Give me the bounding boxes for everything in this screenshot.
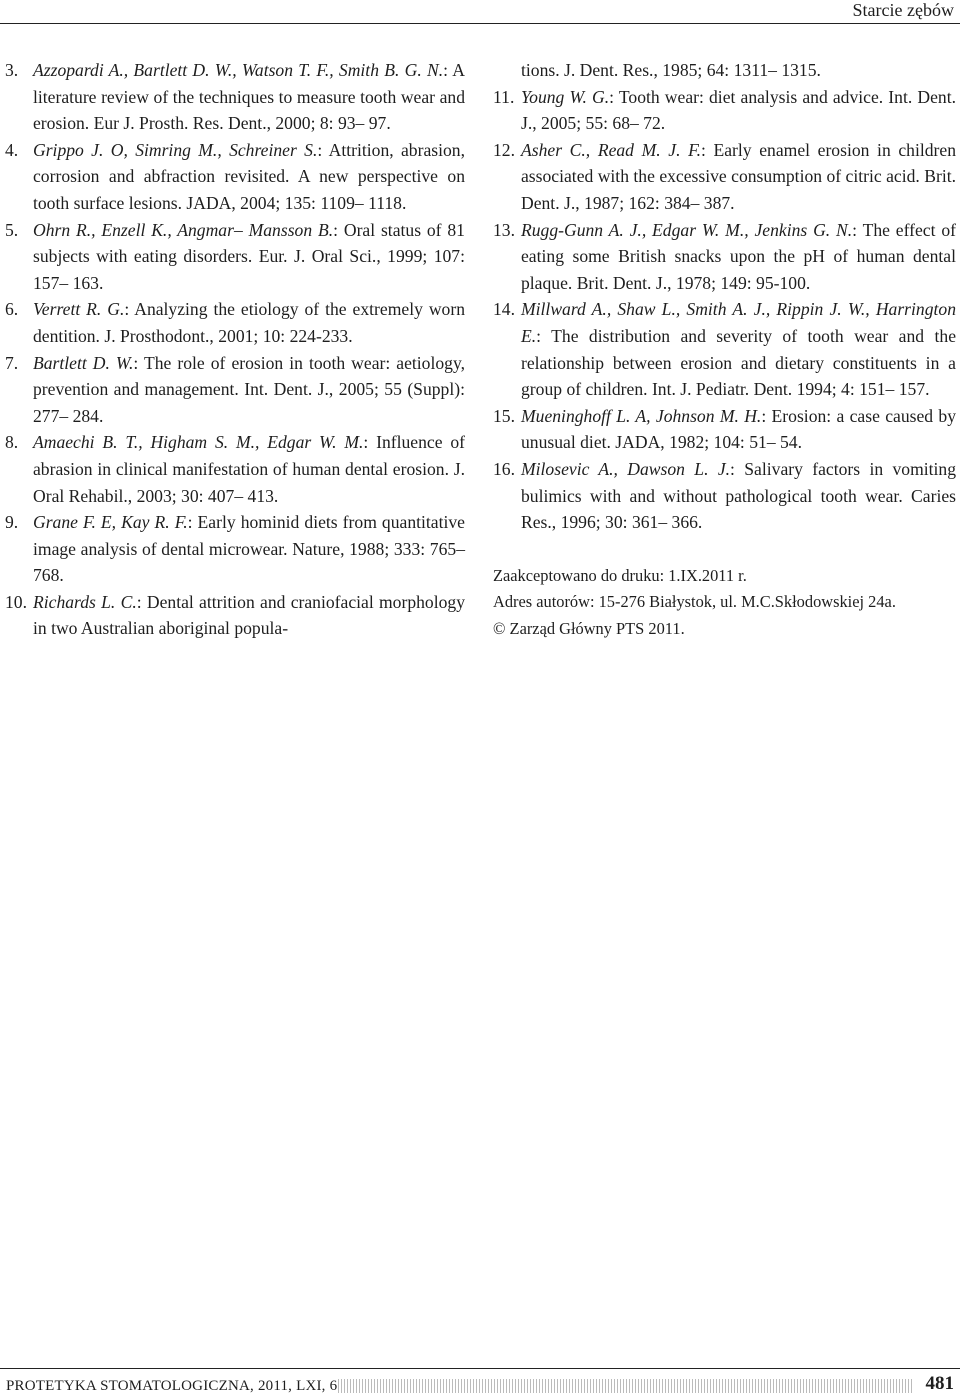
reference-number: 11. [493, 86, 515, 107]
reference-item [5, 217, 465, 297]
reference-number: 3. [5, 60, 19, 80]
publication-notes [493, 563, 956, 643]
reference-authors: Milosevic A., Dawson L. J. [521, 458, 731, 479]
reference-text: : The effect of eating some British snacks upon the pH of human dental plaque. Brit. Dent. J., 1978; 149: 95-100. [521, 219, 956, 293]
reference-number: 12. [493, 139, 515, 160]
reference-item [5, 589, 465, 642]
reference-item [493, 137, 956, 217]
reference-number: 4. [5, 139, 19, 160]
page-number: 481 [925, 1373, 954, 1394]
page-footer [0, 1368, 960, 1396]
header-rule [0, 23, 960, 24]
reference-text: : Dental attrition and craniofacial morphology in two Australian aboriginal popula- [33, 591, 465, 639]
footer-pattern [338, 1379, 914, 1393]
reference-text: : Attrition, abrasion, corrosion and abfraction revisited. A new perspective on tooth surface lesions. JADA, 2004; 135: 1109– 1118. [33, 139, 465, 213]
reference-authors: Amaechi B. T., Higham S. M., Edgar W. M. [33, 432, 364, 453]
accepted-date: Zaakceptowano do druku: 1.IX.2011 r. [493, 565, 747, 585]
reference-authors: Verrett R. G. [33, 299, 125, 320]
reference-text: : Tooth wear: diet analysis and advice. Int. Dent. J., 2005; 55: 68– 72. [521, 86, 956, 134]
reference-authors: Millward A., Shaw L., Smith A. J., Rippin J. W., Harrington E. [521, 299, 956, 346]
footer-rule [0, 1368, 960, 1369]
reference-item [5, 429, 465, 509]
page-header [0, 0, 960, 26]
reference-authors: Rugg-Gunn A. J., Edgar W. M., Jenkins G. N. [521, 219, 853, 240]
reference-authors: Richards L. C. [33, 591, 137, 612]
author-address: Adres autorów: 15-276 Białystok, ul. M.C.Skłodowskiej 24a. [493, 592, 896, 612]
reference-authors: Mueninghoff L. A, Johnson M. H. [521, 405, 762, 426]
reference-number: 16. [493, 458, 515, 479]
reference-text: : Early hominid diets from quantitative image analysis of dental microwear. Nature, 1988; 333: 765– 768. [33, 512, 465, 586]
reference-item [5, 296, 465, 349]
reference-number: 14. [493, 299, 515, 320]
reference-item [493, 296, 956, 402]
reference-authors: Ohrn R., Enzell K., Angmar– Mansson B. [33, 219, 334, 240]
reference-authors: Azzopardi A., Bartlett D. W., Watson T. F., Smith B. G. N. [33, 60, 444, 80]
reference-text: : Analyzing the etiology of the extremely worn dentition. J. Prosthodont., 2001; 10: 224-233. [33, 299, 465, 346]
reference-item [5, 57, 465, 137]
reference-item [493, 456, 956, 536]
reference-item [493, 403, 956, 456]
reference-text: : Erosion: a case caused by unusual diet. JADA, 1982; 104: 51– 54. [521, 405, 957, 453]
reference-authors: Bartlett D. W. [33, 352, 134, 373]
reference-text: : Early enamel erosion in children associated with the excessive consumption of citric acid. Brit. Dent. J., 1987; 162: 384– 387. [521, 139, 957, 213]
reference-number: 5. [5, 219, 19, 240]
reference-item [5, 509, 465, 589]
copyright-notice: © Zarząd Główny PTS 2011. [493, 618, 685, 638]
reference-authors: Grippo J. O, Simring M., Schreiner S. [33, 139, 318, 160]
left-column [5, 57, 465, 642]
right-column [493, 57, 956, 642]
reference-item [493, 217, 956, 297]
reference-text: tions. J. Dent. Res., 1985; 64: 1311– 1315. [521, 60, 821, 80]
reference-number: 9. [5, 512, 19, 533]
reference-number: 13. [493, 219, 515, 240]
reference-text: : A literature review of the techniques to measure tooth wear and erosion. Eur J. Prosth. Res. Dent., 2000; 8: 93– 97. [33, 60, 465, 134]
reference-item [5, 350, 465, 430]
reference-text: : Salivary factors in vomiting bulimics with and without pathological tooth wear. Caries Res., 1996; 30: 361– 366. [521, 458, 957, 533]
reference-continuation [493, 57, 956, 84]
reference-item [493, 84, 956, 137]
section-title: Starcie zębów [852, 0, 954, 20]
journal-citation: PROTETYKA STOMATOLOGICZNA, 2011, LXI, 6 [6, 1378, 338, 1394]
reference-authors: Asher C., Read M. J. F. [521, 139, 701, 160]
reference-authors: Grane F. E, Kay R. F. [33, 512, 188, 533]
reference-text: : Influence of abrasion in clinical manifestation of human dental erosion. J. Oral Rehabil., 2003; 30: 407– 413. [33, 432, 466, 506]
reference-number: 8. [5, 432, 19, 453]
reference-number: 15. [493, 405, 515, 426]
reference-text: : The distribution and severity of tooth wear and the relationship between erosion and dietary constituents in a group of children. Int. J. Pediatr. Dent. 1994; 4: 151– 157. [521, 325, 956, 400]
reference-number: 7. [5, 352, 19, 373]
reference-text: : The role of erosion in tooth wear: aetiology, prevention and management. Int. Dent. J., 2005; 55 (Suppl): 277– 284. [33, 352, 466, 426]
reference-number: 10. [5, 591, 27, 612]
reference-item [5, 137, 465, 217]
reference-text: : Oral status of 81 subjects with eating disorders. Eur. J. Oral Sci., 1999; 107: 157– 163. [33, 219, 465, 293]
reference-number: 6. [5, 299, 19, 320]
reference-authors: Young W. G. [521, 86, 610, 107]
